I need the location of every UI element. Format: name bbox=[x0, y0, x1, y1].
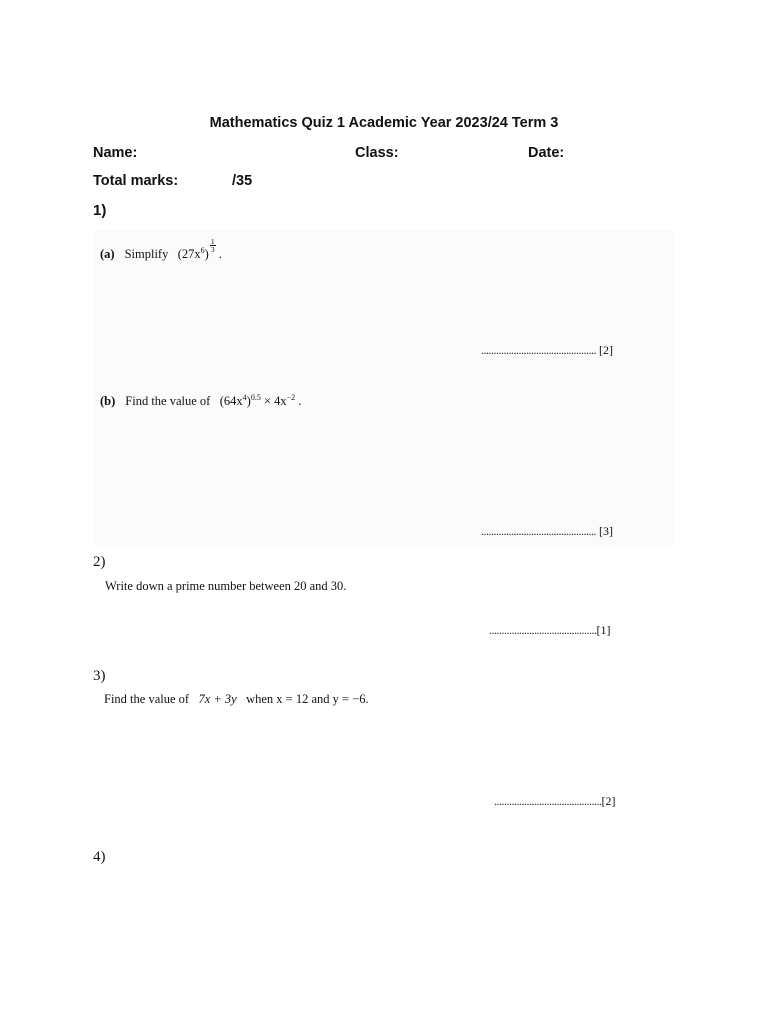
question-1b-marks: [3] bbox=[599, 524, 613, 538]
question-1b-text bbox=[100, 394, 301, 409]
question-1b-instruction: Find the value of bbox=[125, 394, 211, 408]
question-1b-exp3: −2 bbox=[286, 393, 296, 402]
question-1a-dots: .............................................. bbox=[481, 343, 596, 357]
question-3-instruction: Find the value of bbox=[104, 692, 190, 706]
question-1a-close: ) bbox=[204, 247, 209, 261]
question-1a-fraction bbox=[210, 238, 216, 253]
question-1a-marks: [2] bbox=[599, 343, 613, 357]
question-1b-exp1: 4 bbox=[242, 393, 247, 402]
date-label: Date: bbox=[528, 145, 565, 161]
question-3-dots: ........................................... bbox=[494, 794, 602, 808]
question-1b-part2: ) bbox=[246, 394, 251, 408]
question-3-number: 3) bbox=[93, 668, 106, 684]
question-1a-fraction-numerator: 1 bbox=[210, 237, 215, 246]
question-1a-text bbox=[100, 238, 222, 262]
question-1-panel bbox=[93, 230, 675, 545]
total-marks-value: /35 bbox=[232, 173, 253, 189]
question-1a-answer-line bbox=[481, 343, 613, 358]
question-2-dots: ........................................... bbox=[489, 623, 597, 637]
question-4-number: 4) bbox=[93, 849, 106, 865]
question-3-condition: when x = 12 and y = −6. bbox=[246, 692, 369, 706]
class-label: Class: bbox=[355, 145, 399, 161]
question-1a-base: (27x bbox=[177, 247, 201, 261]
question-3-answer-line bbox=[494, 794, 616, 809]
page-title: Mathematics Quiz 1 Academic Year 2023/24 Term 3 bbox=[209, 115, 559, 131]
question-1b-part3: × 4x bbox=[260, 394, 287, 408]
question-1a-exponent: 6 bbox=[200, 246, 205, 255]
question-1b-label: (b) bbox=[100, 394, 116, 408]
question-1a-fraction-denominator: 3 bbox=[210, 245, 215, 254]
question-1a-label: (a) bbox=[100, 247, 115, 261]
question-2-text: Write down a prime number between 20 and 30. bbox=[105, 579, 347, 593]
question-2-answer-line bbox=[489, 623, 611, 638]
question-1a-end: . bbox=[218, 247, 222, 261]
question-1-number: 1) bbox=[93, 202, 107, 219]
question-1b-end: . bbox=[298, 394, 302, 408]
total-marks-label: Total marks: bbox=[93, 173, 179, 189]
question-3-text bbox=[104, 692, 369, 707]
name-label: Name: bbox=[93, 145, 138, 161]
question-2-number: 2) bbox=[93, 554, 106, 570]
question-3-marks: [2] bbox=[601, 794, 616, 808]
question-3-expression: 7x + 3y bbox=[198, 692, 237, 706]
question-1a-verb: Simplify bbox=[124, 247, 169, 261]
question-1b-dots: .............................................. bbox=[481, 524, 596, 538]
question-1b-answer-line bbox=[481, 524, 613, 539]
question-1b-part1: (64x bbox=[219, 394, 243, 408]
question-2-marks: [1] bbox=[596, 623, 611, 637]
question-1b-exp2: 0.5 bbox=[250, 393, 261, 402]
